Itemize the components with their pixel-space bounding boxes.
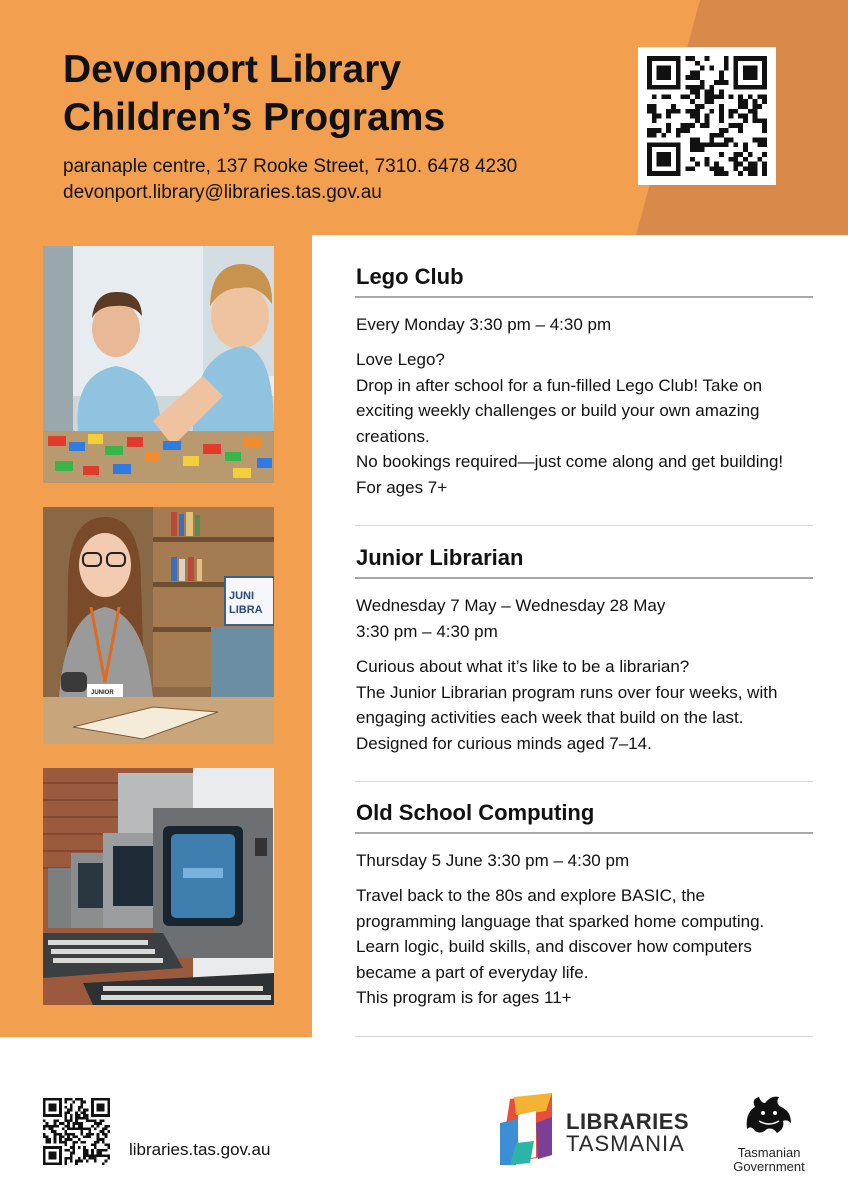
qr-code-header[interactable] (638, 47, 776, 185)
tasmanian-devil-icon (743, 1093, 795, 1137)
old-school-computing-photo (43, 768, 274, 1005)
program-junior-librarian (355, 531, 813, 756)
contact-details (63, 154, 517, 206)
address-text: paranaple centre, 137 Rooke Street, 7310. 6478 4230 (63, 156, 518, 177)
program-description: Love Lego? Drop in after school for a fun-filled Lego Club! Take on exciting weekly challenges or build your own amazing creations. No bookings required—just come along and get building! For ages 7+ (356, 350, 784, 497)
website-link[interactable]: libraries.tas.gov.au (129, 1140, 271, 1159)
svg-text:JUNIOR: JUNIOR (91, 690, 114, 696)
program-title: Junior Librarian (356, 545, 524, 570)
footer (0, 1037, 848, 1200)
program-schedule: Every Monday 3:30 pm – 4:30 pm (356, 315, 612, 334)
junior-librarian-photo (43, 507, 274, 744)
page-title: Devonport Library Children’s Programs (63, 48, 446, 139)
svg-text:LIBRA: LIBRA (229, 604, 263, 616)
program-description: Travel back to the 80s and explore BASIC, the programming language that sparked home computing. Learn logic, build skills, and discover how computers became a part of everyday life. This program is for ages 11+ (356, 886, 765, 1007)
program-old-school-computing (355, 786, 813, 1011)
program-title: Lego Club (356, 264, 464, 289)
section-divider (355, 525, 813, 526)
tasmanian-government-logo: Tasmanian Government (724, 1093, 814, 1173)
program-description: Curious about what it’s like to be a librarian? The Junior Librarian program runs over four weeks, with engaging activities each week that build on the last. Designed for curious minds aged 7–14. (356, 657, 778, 753)
email-link[interactable]: devonport.library@libraries.tas.gov.au (63, 182, 382, 203)
program-title: Old School Computing (356, 800, 595, 825)
lego-club-photo (43, 246, 274, 483)
program-schedule: Wednesday 7 May – Wednesday 28 May 3:30 pm – 4:30 pm (356, 596, 666, 641)
qr-code-footer[interactable] (43, 1098, 110, 1165)
programs-panel (312, 235, 848, 1037)
section-divider (355, 781, 813, 782)
svg-text:JUNI: JUNI (229, 590, 255, 602)
libraries-tasmania-wordmark: LIBRARIES TASMANIA (566, 1109, 690, 1156)
program-lego-club (355, 250, 813, 500)
program-schedule: Thursday 5 June 3:30 pm – 4:30 pm (356, 851, 630, 870)
